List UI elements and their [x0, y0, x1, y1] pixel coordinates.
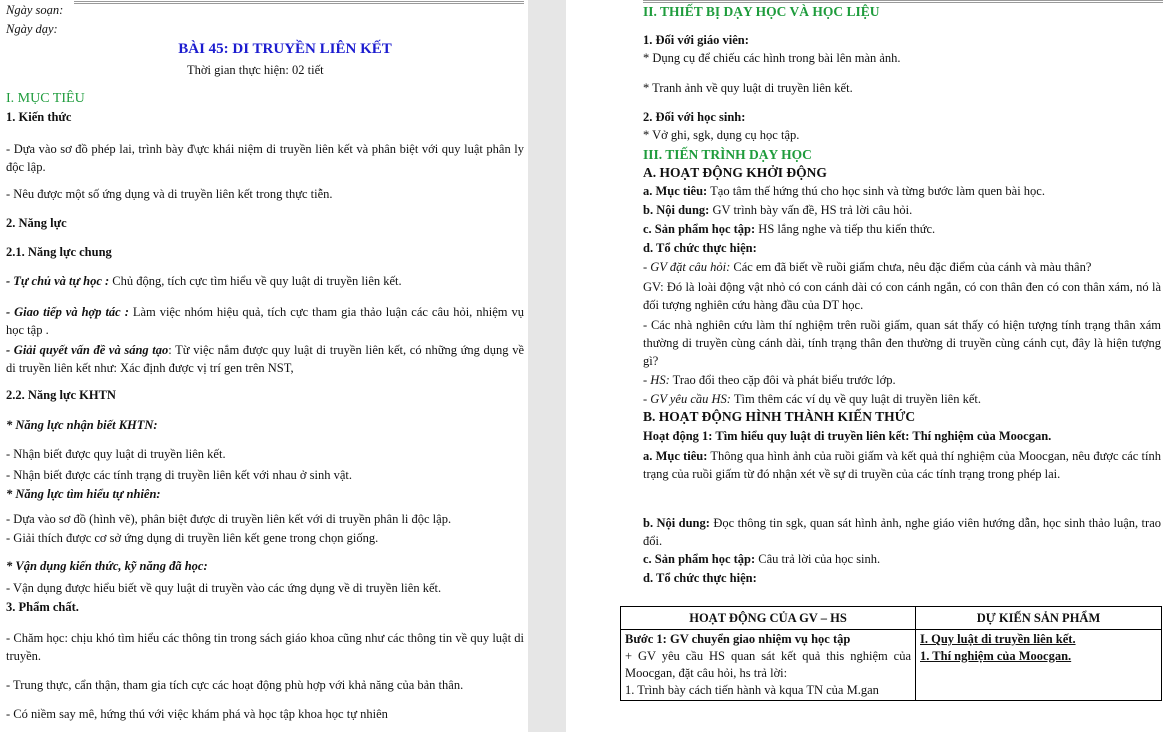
activity-table	[620, 606, 1162, 701]
activity-a-heading: A. HOẠT ĐỘNG KHỞI ĐỘNG	[643, 165, 827, 180]
activity-b-heading: B. HOẠT ĐỘNG HÌNH THÀNH KIẾN THỨC	[643, 409, 916, 424]
section-process: III. TIẾN TRÌNH DẠY HỌC	[643, 147, 812, 162]
product-line-2: 1. Thí nghiệm của Moocgan.	[920, 649, 1072, 663]
a-content: b. Nội dung: GV trình bày vấn đề, HS trả lời câu hỏi.	[643, 203, 913, 217]
student-item-1: * Vở ghi, sgk, dụng cụ học tập.	[643, 128, 800, 142]
header-rule-right	[643, 0, 1163, 3]
table-header-activity: HOẠT ĐỘNG CỦA GV – HS	[621, 607, 916, 630]
step-1-question-1: 1. Trình bày cách tiến hành và kqua TN của M.gan	[625, 683, 879, 697]
a-organization-heading: d. Tổ chức thực hiện:	[643, 241, 757, 255]
a-product: c. Sản phẩm học tập: HS lắng nghe và tiếp thu kiến thức.	[643, 222, 936, 236]
general-competence-item-2: - Giao tiếp và hợp tác : Làm việc nhóm hiệu quả, tích cực tham gia thảo luận các câu hỏi, nhiệm vụ học tập .	[6, 305, 524, 337]
knowledge-item-1: - Dựa vào sơ đồ phép lai, trình bày đ\ực khái niệm di truyền liên kết và phân biệt với quy luật phân ly độc lập.	[6, 142, 524, 174]
khtn-recognition-item-1: - Nhận biết được quy luật di truyền liên kết.	[6, 447, 226, 461]
right-page	[566, 0, 1166, 732]
quality-item-1: - Chăm học: chịu khó tìm hiểu các thông tin trong sách giáo khoa cũng như các thông tin về quy luật di truyền.	[6, 631, 524, 663]
khtn-explore-item-1: - Dựa vào sơ đồ (hình vẽ), phân biệt được di truyền liên kết với di truyền phân li độc lập.	[6, 512, 452, 526]
a-request: - GV yêu cầu HS: Tìm thêm các ví dụ về quy luật di truyền liên kết.	[643, 392, 981, 406]
product-line-1: I. Quy luật di truyền liên kết.	[920, 632, 1076, 646]
knowledge-heading: 1. Kiến thức	[6, 110, 72, 124]
knowledge-item-2: - Nêu được một số ứng dụng và di truyền liên kết trong thực tiễn.	[6, 187, 333, 201]
b-content: b. Nội dung: Đọc thông tin sgk, quan sát hình ảnh, nghe giáo viên hướng dẫn, học sinh thảo luận, trao đổi.	[643, 516, 1161, 548]
khtn-recognition-heading: * Năng lực nhận biết KHTN:	[6, 418, 158, 432]
lesson-duration: Thời gian thực hiện: 02 tiết	[187, 63, 324, 77]
a-research: - Các nhà nghiên cứu làm thí nghiệm trên ruồi giấm, quan sát thấy có hiện tượng tính trạng thân xám thường di truyền cùng cánh dài, tính trạng thân đen thường di truyền cùng cánh cụt, đây là hiện tượng gì?	[643, 318, 1161, 368]
step-1-text: + GV yêu cầu HS quan sát kết quả this nghiệm của Moocgan, đặt câu hỏi, hs trả lời:	[625, 649, 911, 680]
activity-1-heading: Hoạt động 1: Tìm hiểu quy luật di truyền liên kết: Thí nghiệm của Moocgan.	[643, 429, 1052, 443]
general-competence-item-3: - Giải quyết vấn đề và sáng tạo: Từ việc nắm được quy luật di truyền liên kết, có những ứng dụng về di truyền liên kết như: Xác định được vị trí gen trên NST,	[6, 343, 524, 375]
khtn-apply-item-1: - Vận dụng được hiểu biết về quy luật di truyền vào các ứng dụng về di truyền liên kết.	[6, 581, 442, 595]
section-equipment: II. THIẾT BỊ DẠY HỌC VÀ HỌC LIỆU	[643, 4, 880, 19]
b-organization-heading: d. Tổ chức thực hiện:	[643, 571, 757, 585]
khtn-heading: 2.2. Năng lực KHTN	[6, 388, 116, 402]
header-rule	[74, 1, 524, 4]
b-goal: a. Mục tiêu: Thông qua hình ảnh của ruồi giấm và kết quả thí nghiệm của Moocgan, nêu được các tính trạng của ruồi giấm từ đó nhận xét về sự di truyền của các tính trạng trong phép lai.	[643, 449, 1161, 481]
prep-date-label: Ngày soạn:	[6, 3, 64, 17]
teach-date-label: Ngày dạy:	[6, 22, 58, 36]
quality-heading: 3. Phẩm chất.	[6, 600, 79, 614]
a-teacher-answer: GV: Đó là loài động vật nhỏ có con cánh dài có con cánh ngắn, có con thân đen có con thân xám, nó là đối tượng nghiên cứu hàng đầu của DT học.	[643, 280, 1161, 312]
a-student: - HS: Trao đổi theo cặp đôi và phát biểu trước lớp.	[643, 373, 896, 387]
table-header-product: DỰ KIẾN SẢN PHẨM	[916, 607, 1162, 630]
khtn-recognition-item-2: - Nhận biết được các tính trạng di truyền liên kết với nhau ở sinh vật.	[6, 468, 352, 482]
section-objectives: I. MỤC TIÊU	[6, 91, 85, 106]
student-heading: 2. Đối với học sinh:	[643, 110, 746, 124]
khtn-explore-heading: * Năng lực tìm hiểu tự nhiên:	[6, 487, 161, 501]
general-competence-heading: 2.1. Năng lực chung	[6, 245, 112, 259]
teacher-item-1: * Dụng cụ để chiếu các hình trong bài lên màn ảnh.	[643, 51, 901, 65]
a-goal: a. Mục tiêu: Tạo tâm thế hứng thú cho học sinh và từng bước làm quen bài học.	[643, 184, 1045, 198]
table-header-row	[621, 607, 1162, 630]
competence-heading: 2. Năng lực	[6, 216, 67, 230]
khtn-apply-heading: * Vận dụng kiến thức, kỹ năng đã học:	[6, 559, 208, 573]
table-row	[621, 630, 1162, 701]
teacher-heading: 1. Đối với giáo viên:	[643, 33, 749, 47]
quality-item-3: - Có niềm say mê, hứng thú với việc khám phá và học tập khoa học tự nhiên	[6, 707, 388, 721]
table-cell-activity	[621, 630, 916, 701]
a-question: - GV đặt câu hỏi: Các em đã biết về ruồi giấm chưa, nêu đặc điểm của cánh và màu thân?	[643, 260, 1092, 274]
general-competence-item-1: - Tự chủ và tự học : Chủ động, tích cực tìm hiểu về quy luật di truyền liên kết.	[6, 274, 402, 288]
b-product: c. Sản phẩm học tập: Câu trả lời của học sinh.	[643, 552, 881, 566]
step-1-heading: Bước 1: GV chuyển giao nhiệm vụ học tập	[625, 632, 851, 646]
table-cell-product	[916, 630, 1162, 701]
khtn-explore-item-2: - Giải thích được cơ sở ứng dụng di truyền liên kết gene trong chọn giống.	[6, 531, 379, 545]
left-page	[0, 0, 528, 732]
lesson-title: BÀI 45: DI TRUYỀN LIÊN KẾT	[178, 41, 392, 57]
quality-item-2: - Trung thực, cẩn thận, tham gia tích cực các hoạt động phù hợp với khả năng của bản thân.	[6, 678, 464, 692]
teacher-item-2: * Tranh ảnh về quy luật di truyền liên kết.	[643, 81, 853, 95]
